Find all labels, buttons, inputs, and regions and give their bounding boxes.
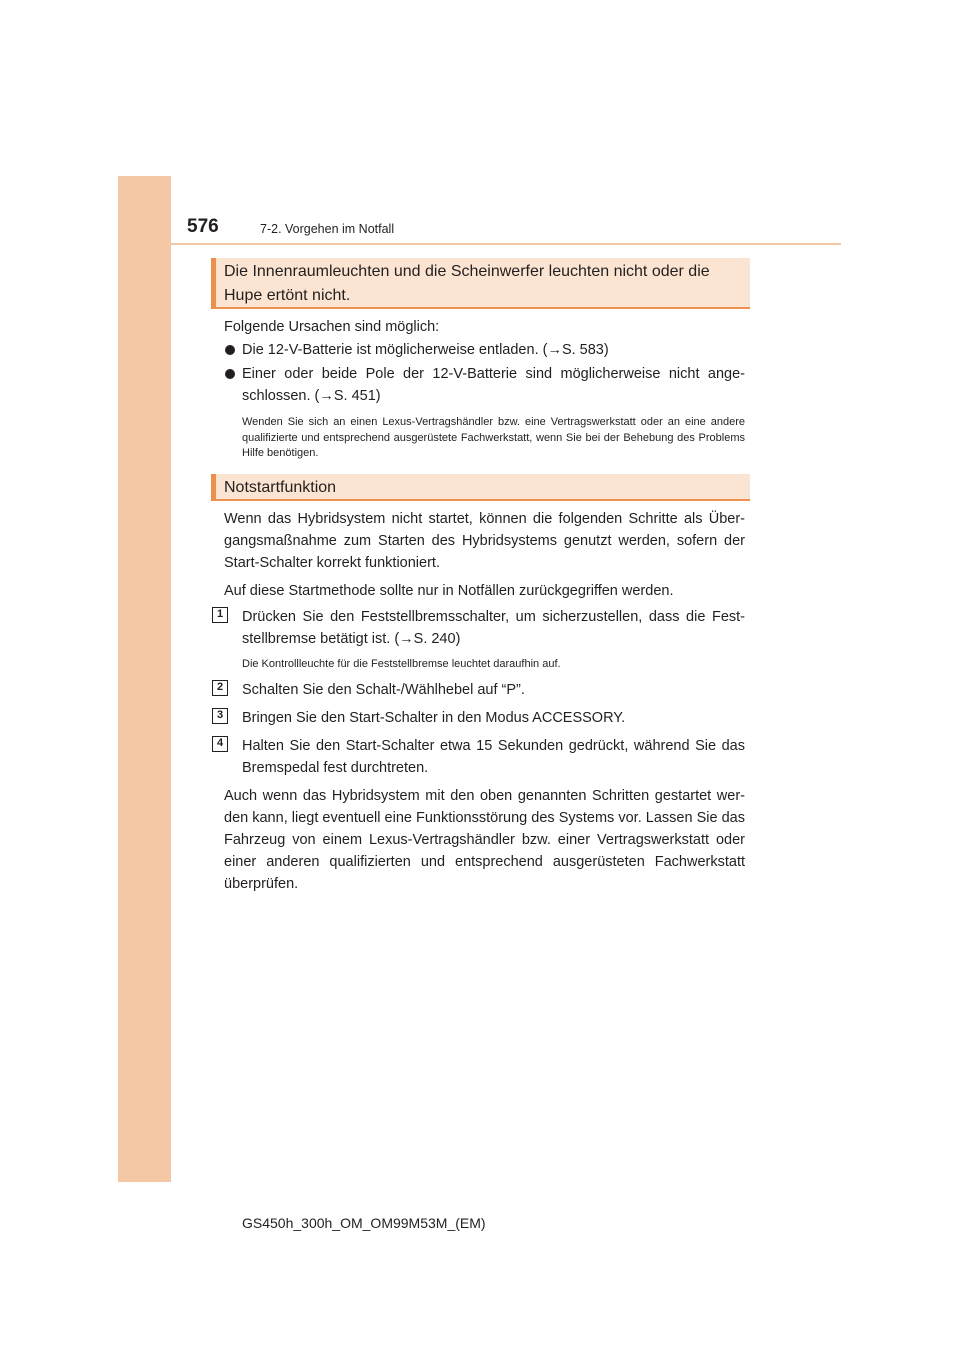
section-heading-lights: Die Innenraumleuchten und die Scheinwerfer leuchten nicht oder die Hupe ertönt nicht. <box>211 258 750 309</box>
section-heading-emergency-start: Notstartfunktion <box>211 474 750 501</box>
section-note: Wenden Sie sich an einen Lexus-Vertragshändler bzw. eine Vertragswerkstatt oder an eine andere qualifizierte und entsprechend ausgerüstete Fachwerkstatt, wenn Sie bei der Behebung des Problems Hilfe benötigen. <box>242 416 745 459</box>
step-item <box>212 606 745 650</box>
bullet-text: Einer oder beide Pole der 12-V-Batterie sind möglicherweise nicht ange-schlossen. (→S. 451) <box>242 366 745 404</box>
step-number-badge: 3 <box>212 708 228 724</box>
step-number-badge: 1 <box>212 607 228 623</box>
bullet-item <box>224 339 745 361</box>
step-number-badge: 2 <box>212 680 228 696</box>
bullet-text: Die 12-V-Batterie ist möglicherweise entladen. (→S. 583) <box>242 342 609 358</box>
header-rule <box>171 243 841 245</box>
document-code: GS450h_300h_OM_OM99M53M_(EM) <box>242 1215 486 1231</box>
step-text: Bringen Sie den Start-Schalter in den Modus ACCESSORY. <box>242 710 626 726</box>
closing-paragraph: Auch wenn das Hybridsystem mit den oben genannten Schritten gestartet wer-den kann, liegt eventuell eine Funktionsstörung des Systems vor. Lassen Sie das Fahrzeug von einem Lexus-Vertragshändler bzw. einer Vertragswerkstatt oder einer anderen qualifizierten und entsprechend ausgerüsteten Fachwerkstatt überprüfen. <box>224 788 745 892</box>
bullet-item <box>224 363 745 407</box>
step-text: Halten Sie den Start-Schalter etwa 15 Sekunden gedrückt, während Sie das Bremspedal fest durchtreten. <box>242 738 745 776</box>
step-item <box>212 707 745 729</box>
step-note: Die Kontrollleuchte für die Feststellbremse leuchtet daraufhin auf. <box>242 658 561 670</box>
step-item <box>212 679 745 701</box>
running-header: 7-2. Vorgehen im Notfall <box>260 222 395 236</box>
step-number-badge: 4 <box>212 736 228 752</box>
step-text: Schalten Sie den Schalt-/Wählhebel auf “P”. <box>242 682 525 698</box>
page-number: 576 <box>187 216 219 237</box>
step-text: Drücken Sie den Feststellbremsschalter, um sicherzustellen, dass die Fest-stellbremse betätigt ist. (→S. 240) <box>242 609 745 647</box>
paragraph: Wenn das Hybridsystem nicht startet, können die folgenden Schritte als Über-gangsmaßnahme zum Starten des Hybridsystems genutzt werden, sofern der Start-Schalter korrekt funktioniert. <box>224 511 745 571</box>
bullet-dot-icon <box>225 369 235 379</box>
side-tab-strip <box>118 176 171 1182</box>
section-intro: Folgende Ursachen sind möglich: <box>224 319 440 335</box>
step-item <box>212 735 745 779</box>
bullet-dot-icon <box>225 345 235 355</box>
paragraph: Auf diese Startmethode sollte nur in Notfällen zurückgegriffen werden. <box>224 583 674 599</box>
